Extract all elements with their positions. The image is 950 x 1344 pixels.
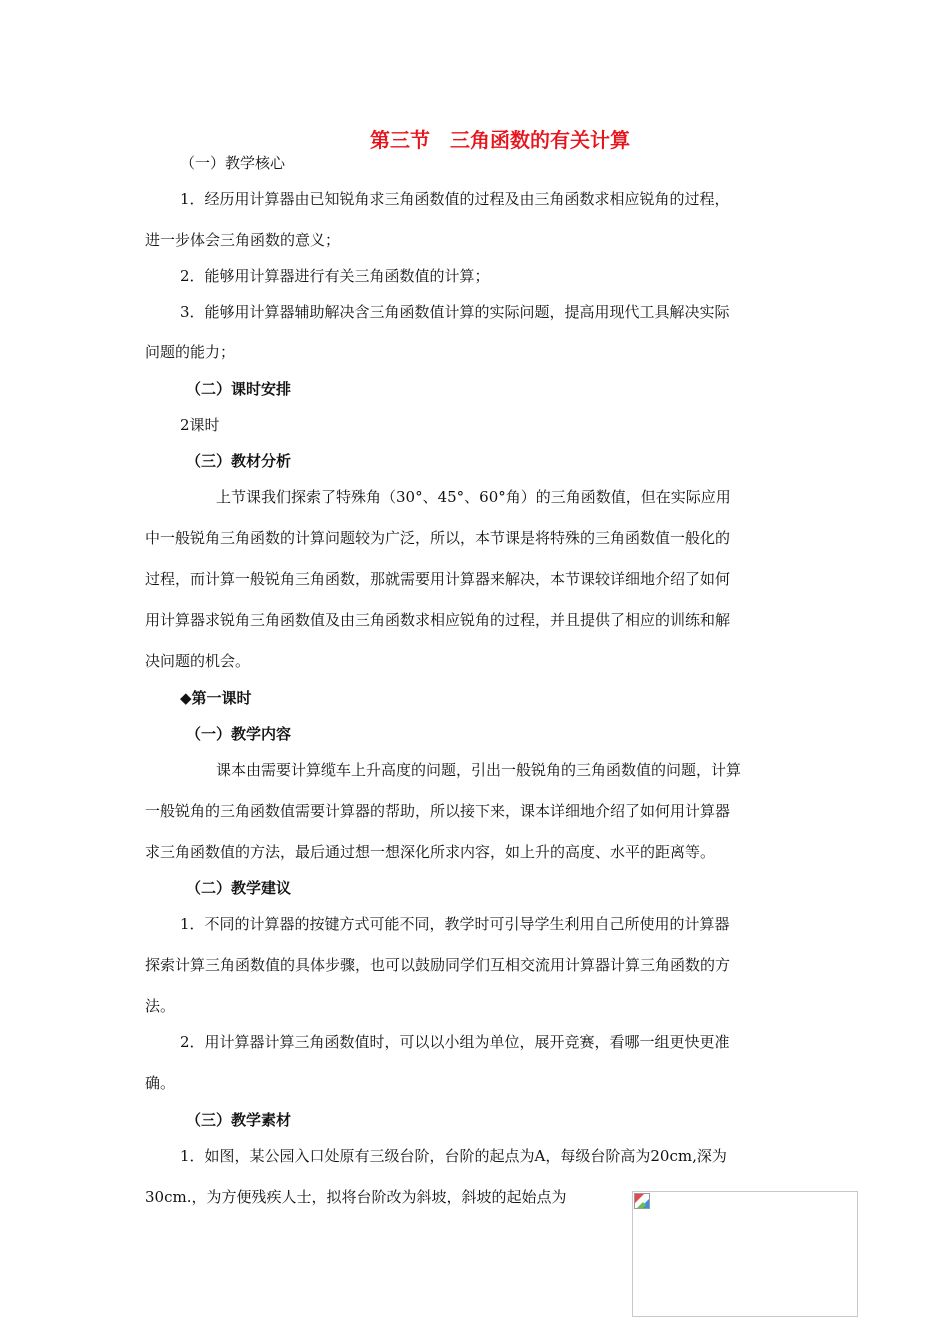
- figure-placeholder: [632, 1191, 858, 1317]
- core-item-1-line2: 进一步体会三角函数的意义；: [145, 231, 341, 249]
- core-item-3-line2: 问题的能力；: [145, 343, 236, 361]
- material-1-line1: 1．如图，某公园入口处原有三级台阶，台阶的起点为A，每级台阶高为20cm,深为: [180, 1147, 727, 1165]
- page-title: 第三节 三角函数的有关计算: [370, 128, 630, 152]
- advice-2-line1: 2．用计算器计算三角函数值时，可以以小组为单位，展开竞赛，看哪一组更快更准: [180, 1033, 730, 1051]
- schedule-value: 2课时: [180, 416, 220, 434]
- core-item-2: 2．能够用计算器进行有关三角函数值的计算；: [180, 267, 490, 285]
- advice-2-line2: 确。: [145, 1074, 176, 1092]
- advice-1-line2: 探索计算三角函数值的具体步骤，也可以鼓励同学们互相交流用计算器计算三角函数的方: [145, 956, 731, 974]
- analysis-line-5: 决问题的机会。: [145, 652, 251, 670]
- core-item-1-line1: 1．经历用计算器由已知锐角求三角函数值的过程及由三角函数求相应锐角的过程，: [180, 190, 730, 208]
- lesson1-heading: ◆第一课时: [180, 689, 252, 707]
- analysis-heading: （三）教材分析: [186, 452, 292, 470]
- content-line-2: 一般锐角的三角函数值需要计算器的帮助，所以接下来，课本详细地介绍了如何用计算器: [145, 802, 731, 820]
- material-1-line2: 30cm.，为方便残疾人士，拟将台阶改为斜坡，斜坡的起始点为: [145, 1188, 567, 1206]
- content-line-3: 求三角函数值的方法，最后通过想一想深化所求内容，如上升的高度、水平的距离等。: [145, 843, 716, 861]
- content-heading: （一）教学内容: [186, 725, 292, 743]
- advice-1-line1: 1．不同的计算器的按键方式可能不同，教学时可引导学生利用自己所使用的计算器: [180, 915, 730, 933]
- broken-image-icon: [634, 1193, 650, 1209]
- core-item-3-line1: 3．能够用计算器辅助解决含三角函数值计算的实际问题，提高用现代工具解决实际: [180, 303, 730, 321]
- schedule-heading: （二）课时安排: [186, 380, 292, 398]
- analysis-line-3: 过程，而计算一般锐角三角函数，那就需要用计算器来解决，本节课较详细地介绍了如何: [145, 570, 731, 588]
- analysis-line-4: 用计算器求锐角三角函数值及由三角函数求相应锐角的过程，并且提供了相应的训练和解: [145, 611, 731, 629]
- core-heading: （一）教学核心: [180, 154, 286, 172]
- advice-1-line3: 法。: [145, 997, 176, 1015]
- content-line-1: 课本由需要计算缆车上升高度的问题，引出一般锐角的三角函数值的问题，计算: [216, 761, 742, 779]
- advice-heading: （二）教学建议: [186, 879, 292, 897]
- analysis-line-1: 上节课我们探索了特殊角（30°、45°、60°角）的三角函数值，但在实际应用: [216, 488, 731, 506]
- analysis-line-2: 中一般锐角三角函数的计算问题较为广泛，所以，本节课是将特殊的三角函数值一般化的: [145, 529, 731, 547]
- material-heading: （三）教学素材: [186, 1111, 292, 1129]
